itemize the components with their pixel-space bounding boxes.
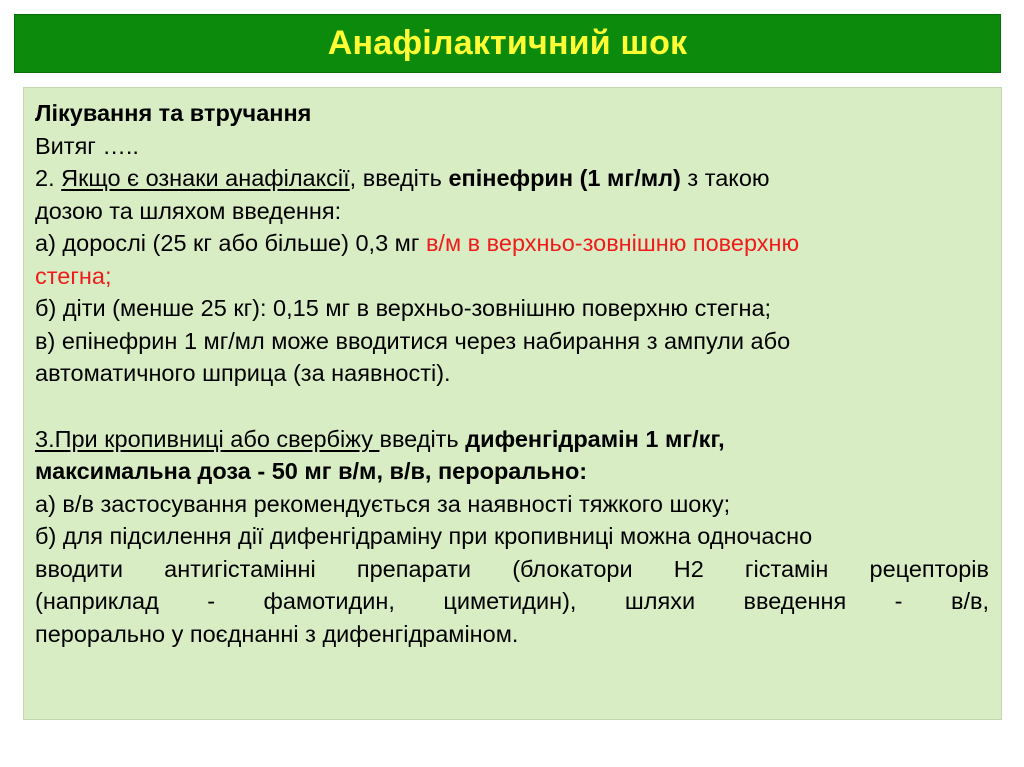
item-3-dose: максимальна доза - 50 мг в/м, в/в, перорально:	[35, 458, 588, 484]
item-2-drug: епінефрин (1 мг/мл)	[448, 165, 681, 191]
item-2-line-1	[35, 162, 989, 195]
item-3b-line-3: (наприклад - фамотидин, циметидин), шляхи введення - в/в,	[35, 588, 989, 614]
spacer	[35, 390, 989, 423]
item-2-line-2: дозою та шляхом введення:	[35, 197, 342, 224]
item-3a: а) в/в застосування рекомендується за наявності тяжкого шоку;	[35, 490, 731, 517]
item-2a-line-2: стегна;	[35, 262, 112, 289]
item-3-line-1	[35, 423, 989, 456]
item-3b-line-4: перорально у поєднанні з дифенгідраміном.	[35, 620, 519, 647]
item-2-instruction: , введіть	[349, 165, 449, 191]
title-bar	[14, 14, 1001, 73]
item-3-condition: 3.При кропивниці або свербіжу	[35, 425, 380, 452]
item-2a-line-1	[35, 227, 989, 260]
slide-title: Анафілактичний шок	[327, 24, 688, 62]
excerpt-label: Витяг …..	[35, 132, 139, 159]
item-2b: б) діти (менше 25 кг): 0,15 мг в верхньо-зовнішню поверхню стегна;	[35, 295, 772, 321]
item-3-drug: дифенгідрамін 1 мг/кг,	[465, 425, 725, 452]
item-3b-line-2: вводити антигістамінні препарати (блокатори Н2 гістамін рецепторів	[35, 555, 989, 582]
item-2a-route: в/м в верхньо-зовнішню поверхню	[425, 230, 800, 256]
content-box	[23, 87, 1002, 720]
item-2-tail: з такою	[680, 165, 770, 191]
item-3-instruction: введіть	[379, 425, 466, 452]
item-2c-line-1: в) епінефрин 1 мг/мл може вводитися через набирання з ампули або	[35, 327, 791, 354]
item-2c-line-2: автоматичного шприца (за наявності).	[35, 360, 451, 386]
section-heading: Лікування та втручання	[35, 100, 312, 126]
item-2-number: 2.	[35, 165, 62, 191]
item-3b-line-1: б) для підсилення дії дифенгідраміну при кропивниці можна одночасно	[35, 523, 813, 549]
item-2a-text: а) дорослі (25 кг або більше) 0,3 мг	[35, 230, 426, 256]
item-2-condition: Якщо є ознаки анафілаксії	[61, 165, 350, 191]
